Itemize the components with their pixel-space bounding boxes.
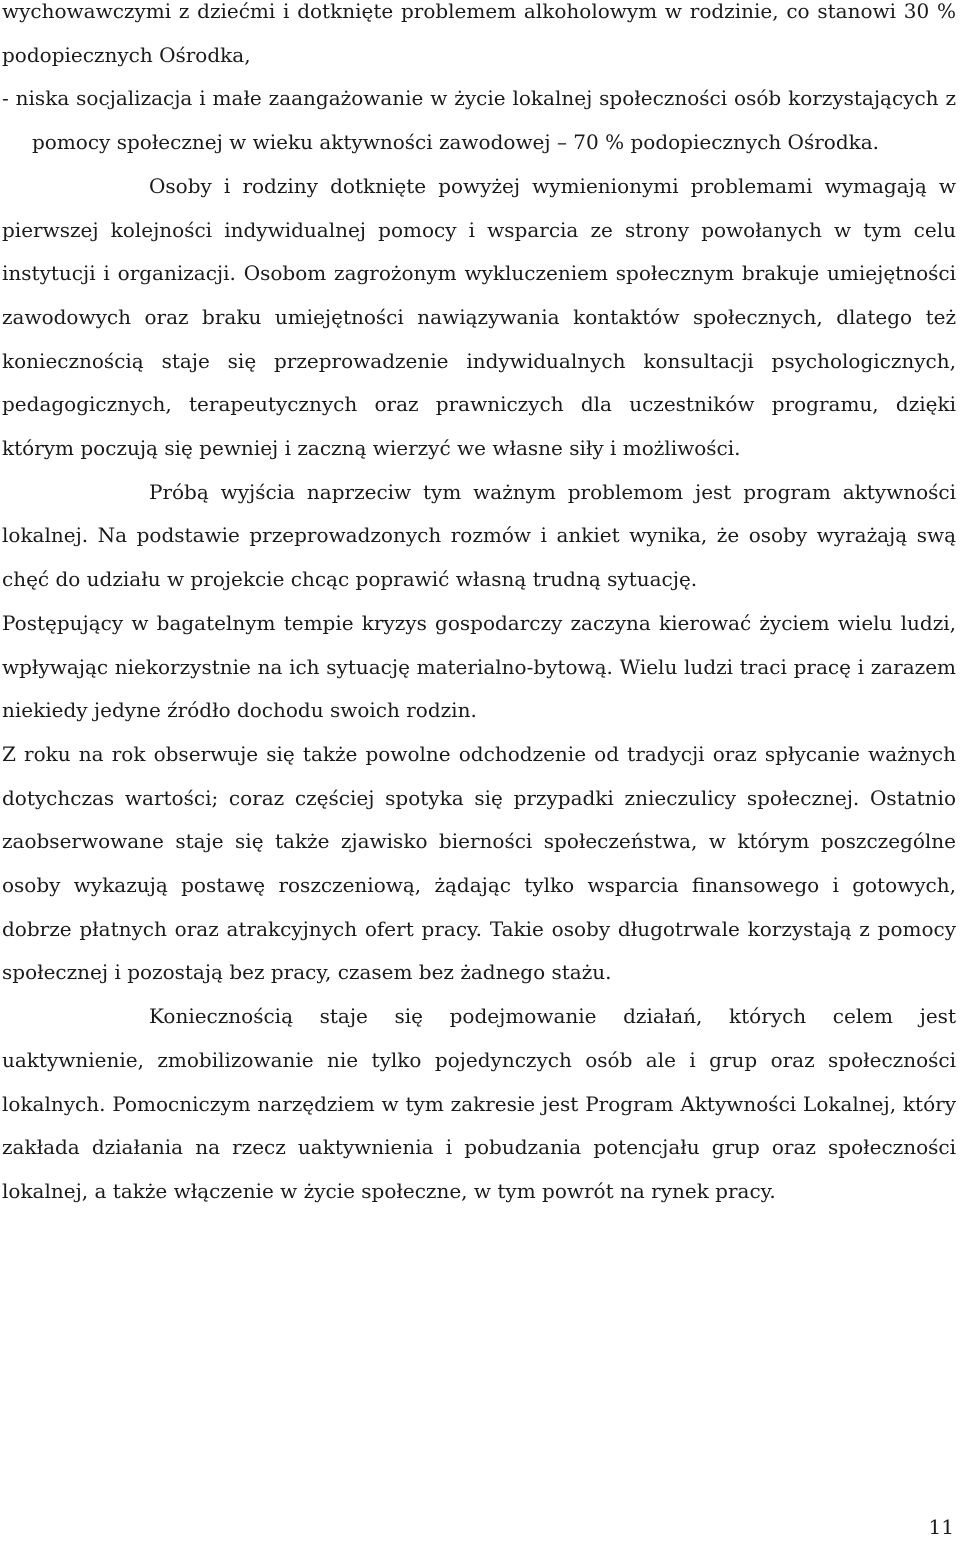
paragraph-continuation: wychowawczymi z dziećmi i dotknięte problemem alkoholowym w rodzinie, co stanowi 30 % podopiecznych Ośrodka, <box>2 0 956 67</box>
paragraph-program-attempt: Próbą wyjścia naprzeciw tym ważnym problemom jest program aktywności lokalnej. Na podstawie przeprowadzonych rozmów i ankiet wynika, że osoby wyrażają swą chęć do udziału w projekcie chcąc poprawić własną trudną sytuację. <box>2 479 956 592</box>
paragraph-necessity-actions: Koniecznością staje się podejmowanie działań, których celem jest uaktywnienie, zmobilizowanie nie tylko pojedynczych osób ale i grup oraz społeczności lokalnych. Pomocniczym narzędziem w tym zakresie jest Program Aktywności Lokalnej, który zakłada działania na rzecz uaktywnienia i pobudzania potencjału grup oraz społeczności lokalnej, a także włączenie w życie społeczne, w tym powrót na rynek pracy. <box>2 1004 956 1203</box>
paragraph-bullet-socialization: - niska socjalizacja i małe zaangażowanie w życie lokalnej społeczności osób korzystających z pomocy społecznej w wieku aktywności zawodowej – 70 % podopiecznych Ośrodka. <box>2 86 956 155</box>
body-text <box>2 0 956 1214</box>
paragraph-persons-families: Osoby i rodziny dotknięte powyżej wymienionymi problemami wymagają w pierwszej kolejności indywidualnej pomocy i wsparcia ze strony powołanych w tym celu instytucji i organizacji. Osobom zagrożonym wykluczeniem społecznym brakuje umiejętności zawodowych oraz braku umiejętności nawiązywania kontaktów społecznych, dlatego też koniecznością staje się przeprowadzenie indywidualnych konsultacji psychologicznych, pedagogicznych, terapeutycznych oraz prawniczych dla uczestników programu, dzięki którym poczują się pewniej i zaczną wierzyć we własne siły i możliwości. <box>2 173 956 461</box>
paragraph-economic-crisis: Postępujący w bagatelnym tempie kryzys gospodarczy zaczyna kierować życiem wielu ludzi, wpływając niekorzystnie na ich sytuację materialno-bytową. Wielu ludzi traci pracę i zarazem niekiedy jedyne źródło dochodu swoich rodzin. <box>2 610 956 723</box>
page-number: 11 <box>928 1515 954 1539</box>
paragraph-tradition-decline: Z roku na rok obserwuje się także powolne odchodzenie od tradycji oraz spłycanie ważnych dotychczas wartości; coraz częściej spotyka się przypadki znieczulicy społecznej. Ostatnio zaobserwowane staje się także zjawisko bierności społeczeństwa, w którym poszczególne osoby wykazują postawę roszczeniową, żądając tylko wsparcia finansowego i gotowych, dobrze płatnych oraz atrakcyjnych ofert pracy. Takie osoby długotrwale korzystają z pomocy społecznej i pozostają bez pracy, czasem bez żadnego stażu. <box>2 741 956 985</box>
